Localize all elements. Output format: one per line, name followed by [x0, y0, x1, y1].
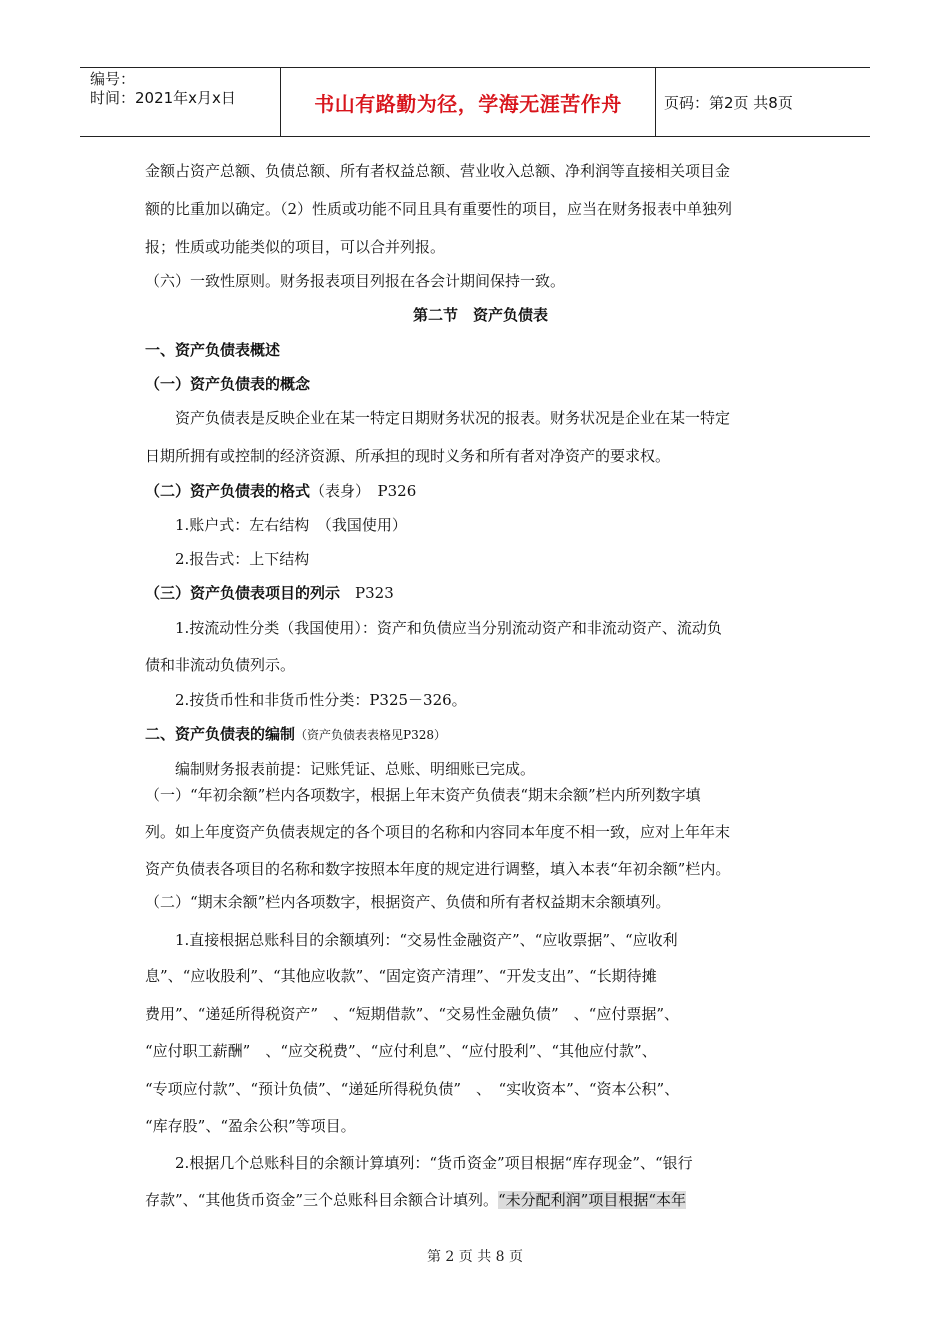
- heading-2-title: 二、资产负债表的编制: [145, 725, 296, 743]
- paragraph-line: 编制财务报表前提：记账凭证、总账、明细账已完成。: [175, 760, 536, 778]
- paragraph-line: 资产负债表是反映企业在某一特定日期财务状况的报表。财务状况是企业在某一特定: [175, 409, 731, 427]
- page-header: [80, 67, 870, 137]
- heading-1-2: [145, 481, 416, 501]
- paragraph-line: 额的比重加以确定。（2）性质或功能不同且具有重要性的项目，应当在财务报表中单独列: [145, 200, 733, 218]
- paragraph-line: 报；性质或功能类似的项目，可以合并列报。: [145, 238, 446, 256]
- highlighted-text: “未分配利润”项目根据“本年: [498, 1191, 687, 1209]
- header-page-info: 页码：第2页 共8页: [664, 93, 793, 112]
- list-item: 1.直接根据总账科目的余额填列：“交易性金融资产”、“应收票据”、“应收利: [175, 931, 678, 949]
- heading-1-2-tail: （表身） P326: [310, 482, 417, 500]
- page-footer: 第 2 页 共 8 页: [426, 1249, 524, 1265]
- heading-2: [145, 724, 446, 745]
- paragraph-line: （二）“期末余额”栏内各项数字，根据资产、负债和所有者权益期末余额填列。: [145, 893, 671, 911]
- paragraph-text: 存款”、“其他货币资金”三个总账科目余额合计填列。: [145, 1191, 499, 1209]
- header-motto: 书山有路勤为径，学海无涯苦作舟: [281, 68, 656, 136]
- paragraph-line: “应付职工薪酬” 、“应交税费”、“应付利息”、“应付股利”、“其他应付款”、: [145, 1042, 657, 1060]
- heading-2-note: （资产负债表表格见P328）: [295, 728, 446, 742]
- paragraph-line: 金额占资产总额、负债总额、所有者权益总额、营业收入总额、净利润等直接相关项目金: [145, 162, 731, 180]
- paragraph-line: （六）一致性原则。财务报表项目列报在各会计期间保持一致。: [145, 272, 566, 290]
- paragraph-line: 债和非流动负债列示。: [145, 656, 296, 674]
- paragraph-line: 日期所拥有或控制的经济资源、所承担的现时义务和所有者对净资产的要求权。: [145, 447, 671, 465]
- paragraph-line: （一）“年初余额”栏内各项数字，根据上年末资产负债表“期末余额”栏内所列数字填: [145, 786, 701, 804]
- heading-1-3-title: （三）资产负债表项目的列示: [145, 584, 341, 602]
- time-label: 时间：2021年x月x日: [90, 89, 236, 107]
- heading-1-1: （一）资产负债表的概念: [145, 375, 311, 393]
- heading-1-3: [145, 583, 394, 603]
- heading-1-2-title: （二）资产负债表的格式: [145, 482, 311, 500]
- section-title: 第二节 资产负债表: [413, 306, 549, 324]
- paragraph-line: 资产负债表各项目的名称和数字按照本年度的规定进行调整，填入本表“年初余额”栏内。: [145, 860, 731, 878]
- heading-1: 一、资产负债表概述: [145, 341, 281, 359]
- paragraph-line: 列。如上年度资产负债表规定的各个项目的名称和内容同本年度不相一致，应对上年年末: [145, 823, 731, 841]
- list-item: 2.报告式：上下结构: [175, 550, 310, 568]
- header-meta: [80, 68, 281, 136]
- list-item: 1.按流动性分类（我国使用）：资产和负债应当分别流动资产和非流动资产、流动负: [175, 619, 722, 637]
- paragraph-line: [145, 1190, 686, 1210]
- code-label: 编号：: [90, 70, 136, 88]
- list-item: 2.按货币性和非货币性分类：P325－326。: [175, 691, 467, 709]
- paragraph-line: 息”、“应收股利”、“其他应收款”、“固定资产清理”、“开发支出”、“长期待摊: [145, 967, 657, 985]
- list-item: 1.账户式：左右结构 （我国使用）: [175, 516, 407, 534]
- paragraph-line: “库存股”、“盈余公积”等项目。: [145, 1117, 356, 1135]
- paragraph-line: 费用”、“递延所得税资产” 、“短期借款”、“交易性金融负债” 、“应付票据”、: [145, 1005, 680, 1023]
- heading-1-3-tail: P323: [340, 584, 394, 602]
- paragraph-line: “专项应付款”、“预计负债”、“递延所得税负债” 、 “实收资本”、“资本公积”、: [145, 1080, 680, 1098]
- list-item: 2.根据几个总账科目的余额计算填列：“货币资金”项目根据“库存现金”、“银行: [175, 1154, 693, 1172]
